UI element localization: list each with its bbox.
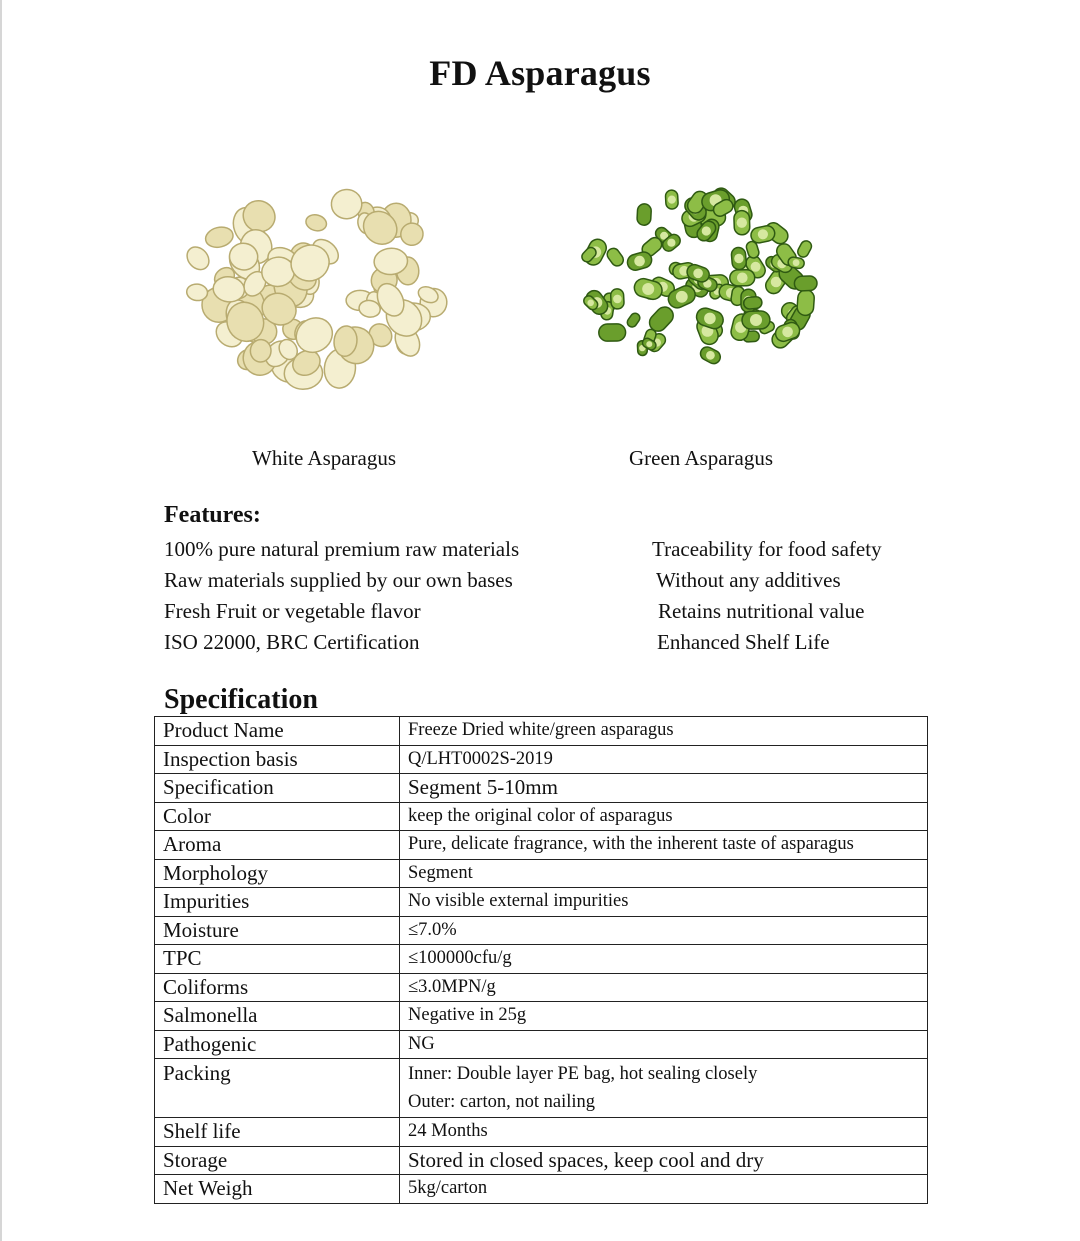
spec-label: Aroma — [155, 831, 400, 860]
asparagus-piece — [183, 243, 214, 274]
spec-label: Coliforms — [155, 973, 400, 1002]
asparagus-piece-core — [782, 327, 793, 338]
table-row — [155, 1059, 928, 1118]
asparagus-piece-core — [734, 254, 743, 263]
page-title: FD Asparagus — [429, 53, 651, 93]
asparagus-piece-core — [646, 341, 652, 347]
table-row — [155, 1146, 928, 1175]
table-row — [155, 859, 928, 888]
table-row — [155, 717, 928, 746]
feature-item: Retains nutritional value — [658, 599, 865, 623]
spec-value: Stored in closed spaces, keep cool and dry — [400, 1146, 928, 1175]
spec-value — [400, 1059, 928, 1118]
spec-label: Inspection basis — [155, 745, 400, 774]
asparagus-piece — [797, 289, 815, 316]
spec-label: Moisture — [155, 916, 400, 945]
asparagus-piece — [743, 296, 762, 309]
table-row — [155, 745, 928, 774]
spec-value: 24 Months — [400, 1118, 928, 1147]
table-row — [155, 1118, 928, 1147]
white-asparagus-image — [165, 150, 465, 400]
table-row — [155, 1175, 928, 1204]
asparagus-piece-core — [750, 314, 762, 326]
asparagus-piece-core — [668, 196, 676, 204]
asparagus-piece — [637, 204, 652, 226]
specification-heading: Specification — [164, 684, 318, 715]
spec-label: Pathogenic — [155, 1030, 400, 1059]
table-row — [155, 831, 928, 860]
asparagus-piece-core — [587, 300, 594, 307]
asparagus-piece — [626, 311, 642, 328]
asparagus-piece-core — [667, 239, 675, 247]
asparagus-piece-core — [613, 295, 622, 304]
asparagus-piece-core — [704, 313, 716, 325]
asparagus-piece-core — [642, 283, 654, 295]
green-asparagus-image — [558, 165, 838, 385]
spec-value: NG — [400, 1030, 928, 1059]
spec-value: keep the original color of asparagus — [400, 802, 928, 831]
table-row — [155, 1030, 928, 1059]
asparagus-piece — [250, 339, 272, 363]
spec-value: No visible external impurities — [400, 888, 928, 917]
feature-item: Traceability for food safety — [652, 537, 882, 561]
spec-label: Impurities — [155, 888, 400, 917]
feature-item: ISO 22000, BRC Certification — [164, 630, 420, 654]
asparagus-piece-core — [634, 256, 645, 267]
asparagus-piece — [599, 324, 626, 342]
asparagus-piece — [304, 213, 328, 233]
spec-label: TPC — [155, 945, 400, 974]
spec-value: Freeze Dried white/green asparagus — [400, 717, 928, 746]
spec-label: Shelf life — [155, 1118, 400, 1147]
asparagus-piece — [794, 276, 817, 291]
spec-label: Product Name — [155, 717, 400, 746]
spec-label: Salmonella — [155, 1002, 400, 1031]
asparagus-piece — [796, 239, 813, 259]
asparagus-piece-core — [737, 218, 747, 228]
feature-item: Enhanced Shelf Life — [657, 630, 830, 654]
table-row — [155, 916, 928, 945]
spec-value: Pure, delicate fragrance, with the inherent taste of asparagus — [400, 831, 928, 860]
asparagus-piece — [203, 224, 235, 250]
spec-value: Segment 5-10mm — [400, 774, 928, 803]
asparagus-piece-core — [706, 351, 715, 360]
spec-label: Morphology — [155, 859, 400, 888]
asparagus-piece-core — [737, 273, 748, 284]
spec-value: Negative in 25g — [400, 1002, 928, 1031]
spec-value-line: Inner: Double layer PE bag, hot sealing closely — [408, 1064, 758, 1084]
asparagus-piece — [186, 283, 208, 301]
asparagus-piece-core — [758, 229, 768, 239]
spec-label: Packing — [155, 1059, 400, 1118]
spec-value: 5kg/carton — [400, 1175, 928, 1204]
white-asparagus-caption: White Asparagus — [252, 446, 397, 470]
table-row — [155, 802, 928, 831]
table-row — [155, 973, 928, 1002]
table-row — [155, 774, 928, 803]
asparagus-piece-core — [751, 262, 761, 272]
page-edge-line — [0, 0, 2, 1241]
asparagus-piece-core — [702, 226, 711, 235]
asparagus-piece-core — [693, 269, 703, 279]
spec-value: Segment — [400, 859, 928, 888]
asparagus-piece — [605, 246, 626, 268]
spec-label: Net Weigh — [155, 1175, 400, 1204]
feature-item: Raw materials supplied by our own bases — [164, 568, 513, 592]
green-asparagus-caption: Green Asparagus — [629, 446, 774, 470]
spec-value: Q/LHT0002S-2019 — [400, 745, 928, 774]
spec-value-line: Outer: carton, not nailing — [408, 1092, 596, 1112]
specification-table — [154, 716, 928, 1204]
spec-value: ≤7.0% — [400, 916, 928, 945]
table-row — [155, 1002, 928, 1031]
spec-value: ≤100000cfu/g — [400, 945, 928, 974]
feature-item: Without any additives — [656, 568, 841, 592]
spec-label: Specification — [155, 774, 400, 803]
feature-item: Fresh Fruit or vegetable flavor — [164, 599, 421, 623]
table-row — [155, 888, 928, 917]
spec-label: Color — [155, 802, 400, 831]
spec-label: Storage — [155, 1146, 400, 1175]
features-heading: Features: — [164, 502, 261, 528]
asparagus-piece-core — [793, 259, 800, 266]
spec-value: ≤3.0MPN/g — [400, 973, 928, 1002]
asparagus-piece-core — [676, 291, 688, 303]
feature-item: 100% pure natural premium raw materials — [164, 537, 520, 561]
table-row — [155, 945, 928, 974]
